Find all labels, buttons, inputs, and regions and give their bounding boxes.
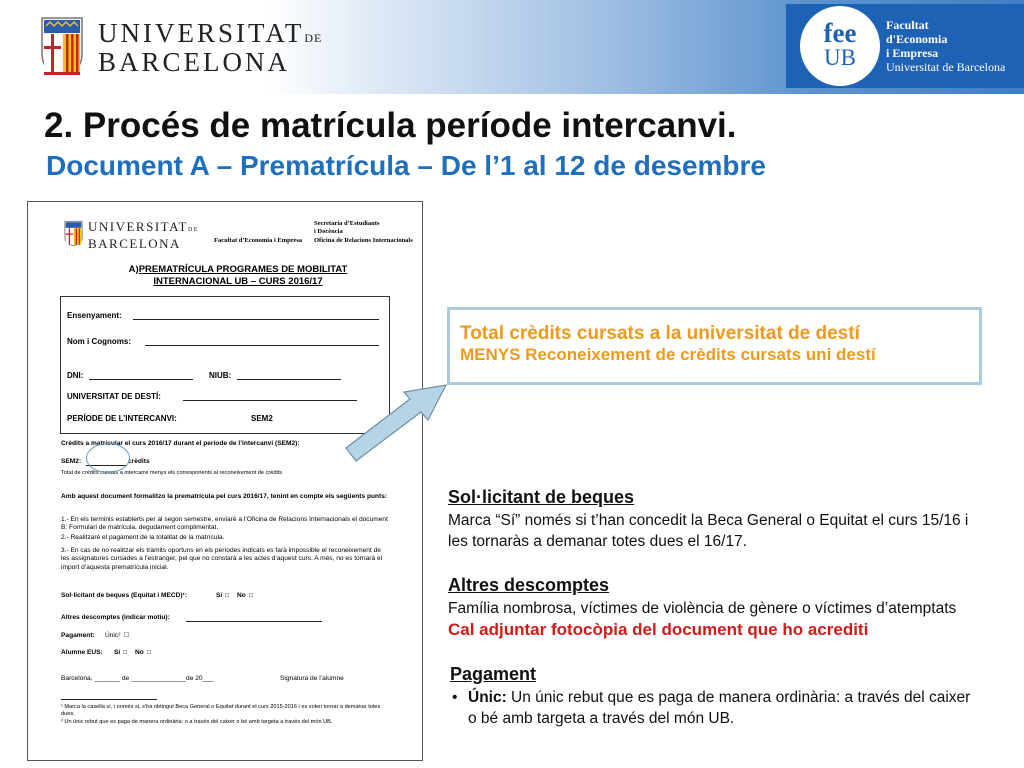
doc-secretaria-line: i Docència xyxy=(314,228,343,235)
field-ensenyament-label: Ensenyament: xyxy=(67,311,122,320)
doc-sem2-label: SEM2: xyxy=(61,458,82,465)
bullet-icon: • xyxy=(452,689,458,706)
slide-title: 2. Procés de matrícula període intercanvi. xyxy=(44,106,737,145)
pagament-bullet xyxy=(450,687,980,729)
beques-heading: Sol·licitant de beques xyxy=(448,487,635,507)
doc-alumne-si: Sí xyxy=(114,649,121,656)
doc-formalize: Amb aquest document formalitzo la prematrícula pel curs 2016/17, tenint en compte els següents punts: xyxy=(61,493,388,500)
doc-point-3: 3.- En cas de no realitzar els tràmits oportuns en els períodes indicats es farà impossible el reconeixement de les assignatures cursades a l’estranger, pel que no constarà a les actes d’aquest curs. A més, no es tornarà el import d’aquesta prematrícula inicial. xyxy=(61,547,383,571)
doc-alumne-no-checkbox[interactable]: □ xyxy=(147,649,151,656)
descomptes-text: Família nombrosa, víctimes de violència de gènere o víctimes d’atemptats xyxy=(448,600,957,617)
callout-line-2: MENYS Reconeixement de crèdits cursats uni destí xyxy=(460,345,876,364)
field-dni-line[interactable] xyxy=(89,379,193,380)
doc-alumne-no: No xyxy=(135,649,144,656)
field-nom-label: Nom i Cognoms: xyxy=(67,337,131,346)
faculty-line: Universitat de Barcelona xyxy=(886,60,1006,74)
doc-point-2: 2.- Realitzaré el pagament de la totalitat de la matrícula. xyxy=(61,534,225,541)
doc-faculty: Facultat d’Economia i Empresa xyxy=(214,237,303,244)
doc-beques-label: Sol·licitant de beques (Equitat i MECD)¹: xyxy=(61,592,188,599)
slide-subtitle: Document A – Prematrícula – De l’1 al 12 de desembre xyxy=(46,150,767,181)
doc-point-1: 1.- En els terminis establerts per al segon semestre, enviaré a l’Oficina de Relacions Internacionals el document B: Formulari de matrícula, degudament complimentat. xyxy=(61,516,388,532)
doc-footnote-rule xyxy=(61,699,157,700)
doc-wordmark-line2: BARCELONA xyxy=(88,236,181,251)
doc-credits-word: crèdits xyxy=(128,458,150,465)
ub-label: UB xyxy=(824,45,856,70)
prematricula-document xyxy=(27,201,423,761)
doc-secretaria-line: Secretaria d’Estudiants xyxy=(314,220,380,227)
ub-wordmark-de: DE xyxy=(304,31,323,45)
doc-credits-heading: Crèdits a matricular el curs 2016/17 durant el període de l’intercanvi (SEM2): xyxy=(61,440,300,447)
descomptes-heading: Altres descomptes xyxy=(448,575,610,595)
doc-credits-note: Total de crèdits cursats a intercanvi menys els corresponents al reconeixement de crèdits xyxy=(61,470,283,476)
doc-alumne-label: Alumne EUS: xyxy=(61,649,103,656)
doc-heading xyxy=(98,264,378,288)
doc-ub-logo xyxy=(64,218,199,254)
pagament-bullet-text: Un únic rebut que es paga de manera ordinària: a través del caixer o bé amb targeta a través del món UB. xyxy=(468,689,971,727)
doc-heading-line1: PREMATRÍCULA PROGRAMES DE MOBILITAT xyxy=(138,264,348,275)
doc-footnote-1: ¹ Marca la casella sí, i només si, s’ha obtingut Beca General o Equitat durant el curs 2015-2016 i es volen tornar a demanar totes dues. xyxy=(61,704,381,717)
doc-heading-line2: INTERNACIONAL UB – CURS 2016/17 xyxy=(153,276,323,287)
doc-beques-si: Sí xyxy=(216,592,223,599)
fee-label: fee xyxy=(823,18,857,48)
doc-beques-no-checkbox[interactable]: □ xyxy=(249,592,253,599)
doc-footnote-2: ² Un únic rebut que es paga de manera ordinària: o a través del caixer o bé amb targeta a través del món UB. xyxy=(61,719,333,725)
field-universitat-line[interactable] xyxy=(183,400,357,401)
ub-wordmark-line2: BARCELONA xyxy=(98,47,291,77)
field-periode-label: PERÍODE DE L’INTERCANVI: xyxy=(67,414,177,423)
doc-unic-checkbox[interactable]: □ xyxy=(124,630,129,639)
sem2-highlight-circle xyxy=(86,443,130,473)
doc-wordmark-de: DE xyxy=(187,227,199,233)
doc-shield-icon xyxy=(64,218,83,248)
credits-callout xyxy=(447,307,982,385)
faculty-name xyxy=(886,18,1005,74)
field-dni-label: DNI: xyxy=(67,371,84,380)
field-ensenyament-line[interactable] xyxy=(133,319,379,320)
descomptes-warning: Cal adjuntar fotocòpia del document que ho acrediti xyxy=(448,620,869,639)
ub-wordmark-line1: UNIVERSITAT xyxy=(98,18,305,48)
ub-shield-icon xyxy=(40,14,84,76)
doc-place-date: Barcelona, _______ de _______________de 20___ xyxy=(61,675,214,682)
field-nom-line[interactable] xyxy=(145,345,379,346)
doc-oficina: Oficina de Relacions Internacionals xyxy=(314,237,413,244)
faculty-line: d'Economia xyxy=(886,32,948,46)
field-niub-label: NIUB: xyxy=(209,371,232,380)
ub-wordmark xyxy=(98,18,323,77)
faculty-line: Facultat xyxy=(886,18,929,32)
doc-student-box xyxy=(60,296,390,434)
beques-text: Marca “Sí” només si t’han concedit la Beca General o Equitat el curs 15/16 i les tornaràs a demanar totes dues el 16/17. xyxy=(448,512,969,550)
callout-line-1: Total crèdits cursats a la universitat de destí xyxy=(460,323,860,344)
doc-pagament-label: Pagament: xyxy=(61,632,95,639)
slide-header xyxy=(0,0,1024,94)
fee-ub-logo xyxy=(786,4,1024,88)
field-periode-value: SEM2 xyxy=(251,414,273,423)
doc-wordmark xyxy=(88,220,199,251)
doc-heading-prefix: A) xyxy=(128,264,139,275)
doc-altres-line[interactable] xyxy=(186,621,322,622)
doc-altres-label: Altres descomptes (indicar motiu): xyxy=(61,614,170,621)
field-universitat-label: UNIVERSITAT DE DESTÍ: xyxy=(67,392,161,401)
field-niub-line[interactable] xyxy=(237,379,341,380)
doc-alumne-si-checkbox[interactable]: □ xyxy=(123,649,127,656)
doc-wordmark-line1: UNIVERSITAT xyxy=(88,219,188,234)
ub-logo xyxy=(40,14,323,80)
doc-unic-label: Únic² xyxy=(105,632,121,639)
doc-beques-si-checkbox[interactable]: □ xyxy=(225,592,229,599)
pagament-heading: Pagament xyxy=(450,664,537,684)
faculty-line: i Empresa xyxy=(886,46,939,60)
fee-circle xyxy=(800,6,880,86)
doc-signatura: Signatura de l’alumne xyxy=(280,675,344,682)
pagament-bullet-bold: Únic: xyxy=(468,689,507,706)
doc-beques-no: No xyxy=(237,592,246,599)
doc-secretaria xyxy=(314,220,379,236)
